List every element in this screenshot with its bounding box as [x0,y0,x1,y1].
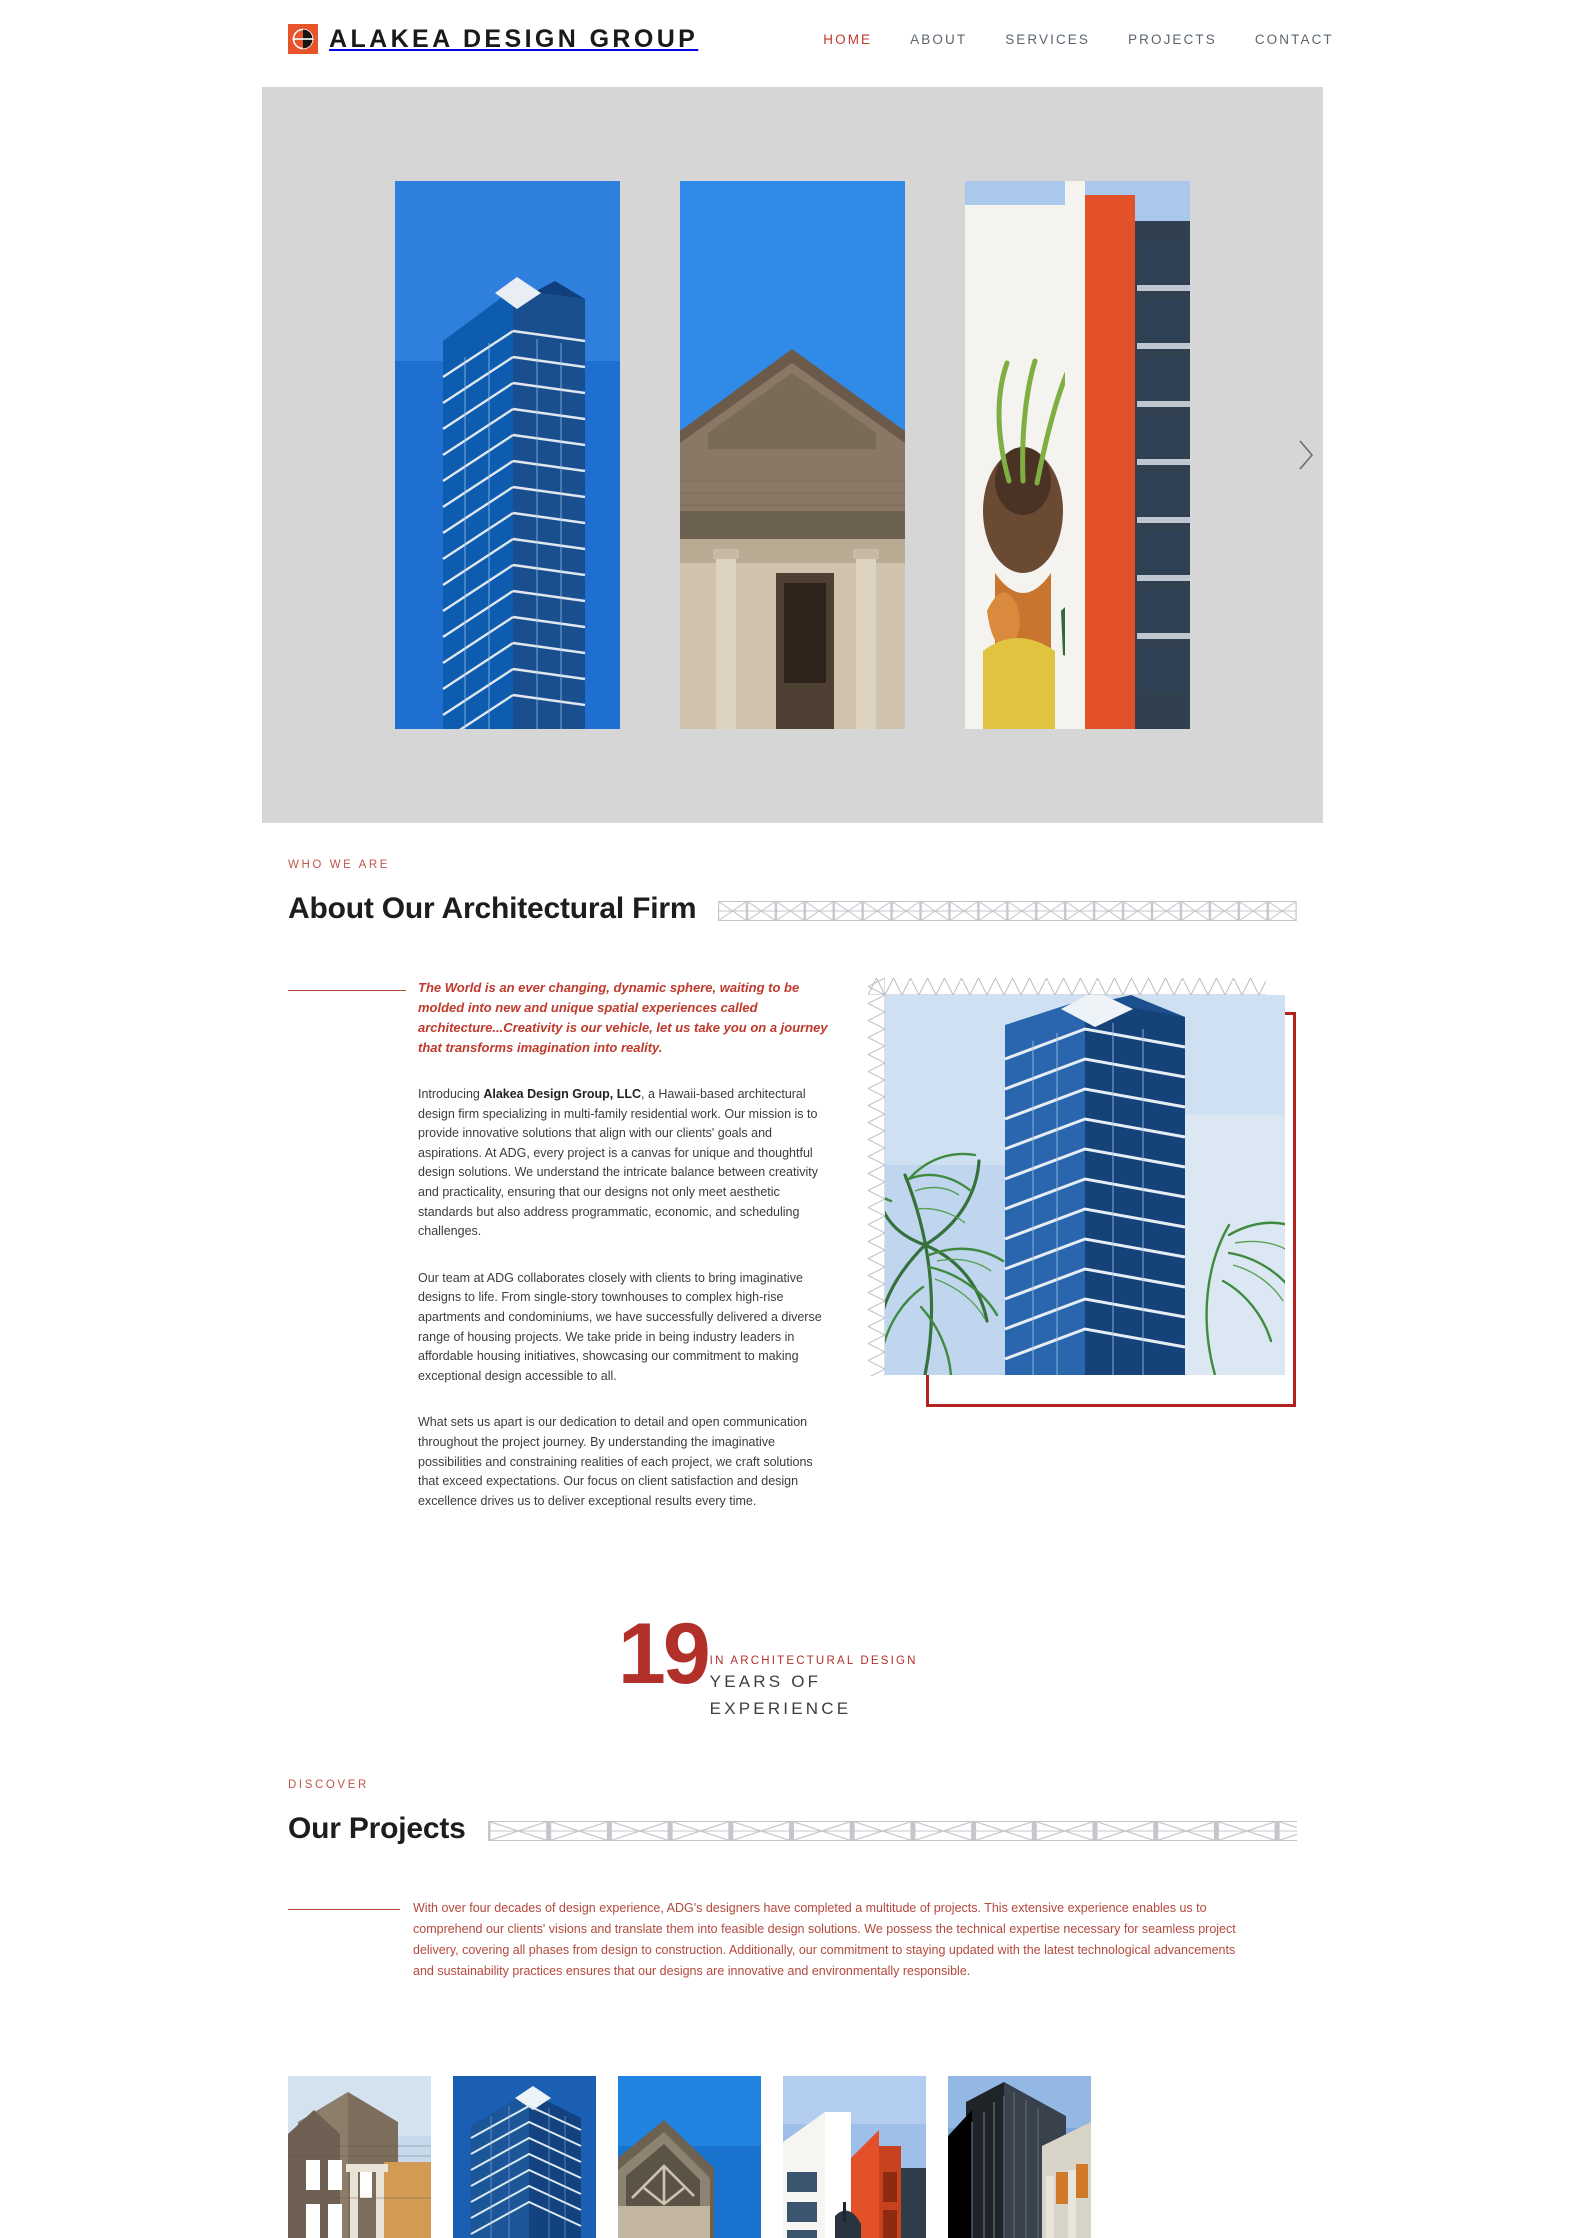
main-navigation [823,32,1334,47]
experience-stat [288,1606,1297,1721]
hero-carousel [0,87,1585,823]
about-eyebrow: WHO WE ARE [288,859,391,871]
experience-label-line-2: EXPERIENCE [709,1699,852,1719]
projects-intro-text: With over four decades of design experience, ADG's designers have completed a multitude of projects. This extensive experience enables us to comprehend our clients' visions and translate them into feasible design solutions. We possess the technical expertise necessary for seamless project delivery, covering all phases from design to construction. Additionally, our commitment to staying updated with the latest technological advancements and sustainability practices ensures that our designs are innovative and environmentally responsible. [413,1901,1236,1979]
projects-section [0,1779,1585,2238]
projects-eyebrow: DISCOVER [288,1779,369,1792]
alakea-circle-emblem-icon [288,24,318,54]
nav-item-home[interactable]: HOME [823,31,873,47]
nav-item-services[interactable]: SERVICES [1005,31,1091,47]
projects-rule [288,1898,413,1982]
hero-slide[interactable] [965,181,1190,729]
triangle-border-top [868,978,1266,995]
about-lede: The World is an ever changing, dynamic sphere, waiting to be molded into new and unique spatial experiences called architecture...Creativity is our vehicle, let us take you on a journey that transforms imagination into reality. [418,980,828,1055]
chevron-right-icon[interactable] [1289,438,1323,472]
brand-logo-link[interactable] [288,24,698,54]
nav-item-projects[interactable]: PROJECTS [1128,31,1217,47]
about-title: About Our Architectural Firm [288,892,697,925]
experience-years-number: 19 [618,1606,708,1703]
project-thumbnail-strip [288,2076,1297,2238]
about-paragraph-1-post: , a Hawaii-based architectural design firm specializing in multi-family residential work. Our mission is to provide innovative solutions that align with our clients' goals and aspirations. At ADG, every project is a canvas for unique and thoughtful design solutions. We understand the intricate balance between creativity and practicality, ensuring that our designs not only meet aesthetic standards but also address programmatic, economic, and scheduling challenges. [418,1087,819,1239]
hero-slide[interactable] [395,181,620,729]
project-thumbnail[interactable] [453,2076,596,2238]
nav-item-contact[interactable]: CONTACT [1254,31,1334,47]
project-thumbnail[interactable] [288,2076,431,2238]
about-photo [885,995,1285,1375]
site-header [0,0,1585,78]
projects-title: Our Projects [288,1812,466,1846]
nav-item-about[interactable]: ABOUT [910,31,968,47]
company-name: Alakea Design Group, LLC [483,1087,641,1101]
kapa-pattern-divider-icon [718,900,1297,922]
about-paragraph-3: What sets us apart is our dedication to detail and open communication throughout the project journey. By understanding the imaginative possibilities and constraining realities of each project, we craft solutions that exceed expectations. Our focus on client satisfaction and design excellence drives us to deliver exceptional results every time. [418,1415,813,1508]
project-thumbnail[interactable] [618,2076,761,2238]
kapa-pattern-divider-icon [488,1820,1297,1842]
hero-slide-track [262,87,1323,823]
triangle-border-left [868,978,885,1376]
about-rule [288,978,418,1511]
brand-name: ALAKEA DESIGN GROUP [329,24,699,53]
project-thumbnail[interactable] [948,2076,1091,2238]
experience-kicker: IN ARCHITECTURAL DESIGN [709,1655,918,1668]
about-paragraph-1-pre: Introducing [418,1087,484,1101]
about-paragraph-1 [418,1085,828,1242]
hero-slide[interactable] [680,181,905,729]
about-photo-group [868,978,1304,1406]
about-paragraph-2: Our team at ADG collaborates closely with clients to bring imaginative designs to life. From single-story townhouses to complex high-rise apartments and condominiums, we have successfully delivered a diverse range of housing projects. We take pride in being industry leaders in affordable housing initiatives, showcasing our commitment to making exceptional design accessible to all. [418,1270,822,1383]
experience-label-line-1: YEARS OF [709,1672,822,1692]
project-thumbnail[interactable] [783,2076,926,2238]
about-section [0,859,1585,1721]
